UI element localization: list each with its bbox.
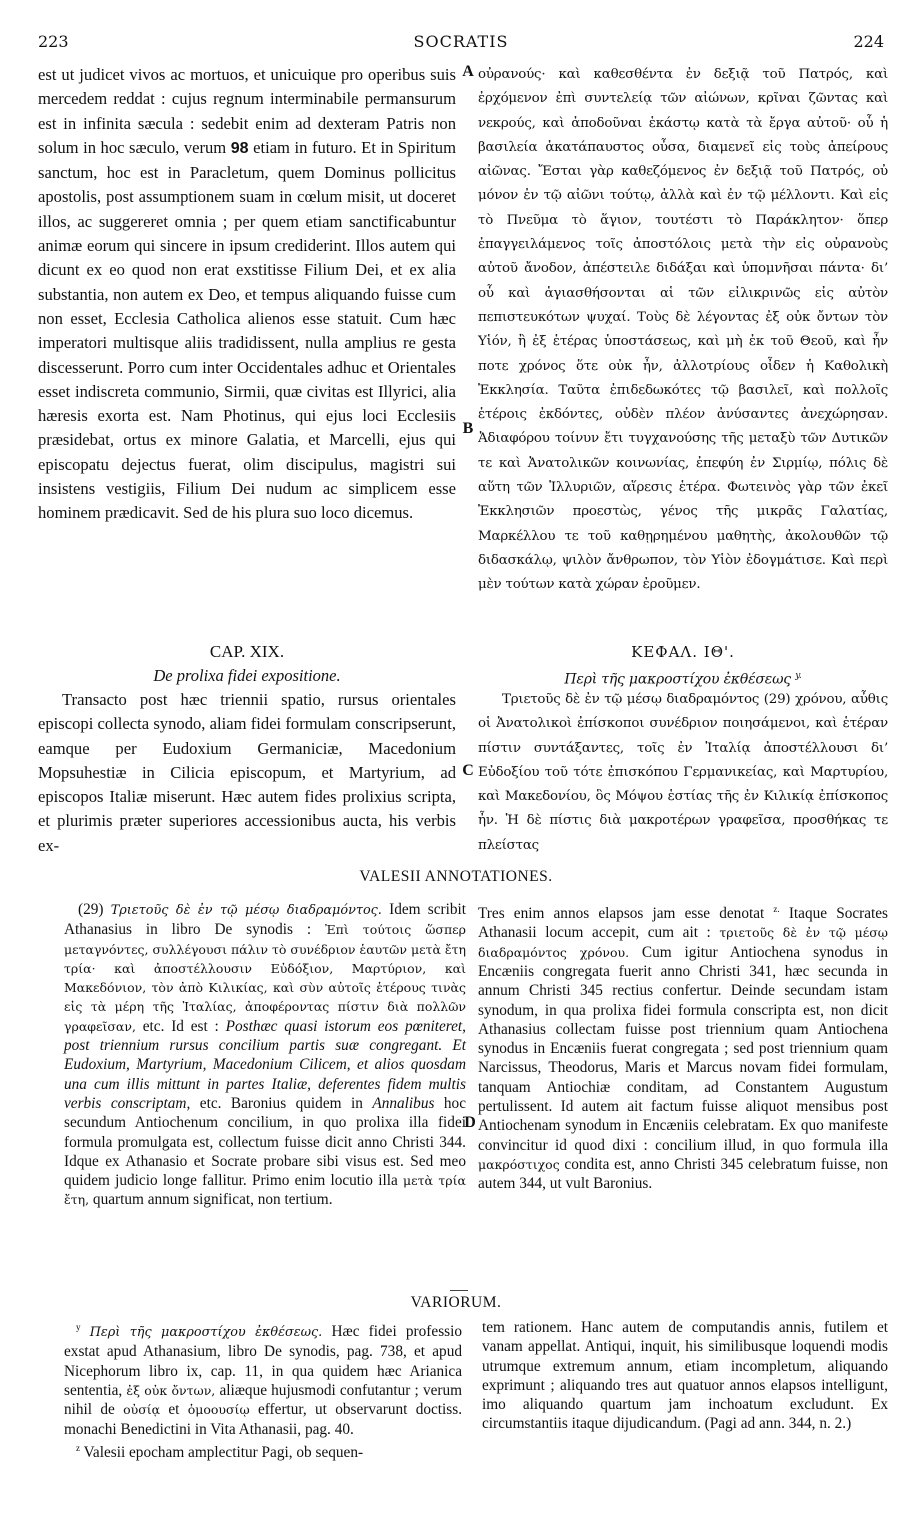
note-number: (29) — [78, 901, 104, 918]
greek-column-top — [478, 63, 888, 598]
page-number-right: 224 — [853, 32, 884, 51]
latin-column-top — [38, 63, 456, 526]
greek-text: οὐρανούς· καὶ καθεσθέντα ἐν δεξιᾷ τοῦ Πατρός, καὶ ἐρχόμενον ἐπὶ συντελείᾳ τῶν αἰώνων, κρῖναι ζῶντας καὶ νεκρούς, καὶ ἀποδοῦναι ἑκάστῳ κατὰ τὰ ἔργα αὐτοῦ· οὗ ἡ βασιλεία ἀκατάπαυστος οὖσα, διαμενεῖ εἰς τοὺς ἀπείρους αἰῶνας. Ἔσται γὰρ καθεζόμενος ἐν δεξιᾷ τοῦ Πατρός, οὐ μόνον ἐν τῷ αἰῶνι τούτῳ, ἀλλὰ καὶ ἐν τῷ μέλλοντι. Καὶ εἰς τὸ Πνεῦμα τὸ ἅγιον, τουτέστι τὸ Παράκλητον· ὅπερ ἐπαγγειλάμενος τοῖς ἀποστόλοις μετὰ τὴν εἰς οὐρανοὺς αὐτοῦ ἄνοδον, ἀπέστειλε διδάξαι καὶ ὑπομνῆσαι πάντα· δι’ οὗ καὶ ἁγιασθήσονται αἱ τῶν εἰλικρινῶς εἰς αὐτὸν πεπιστευκότων ψυχαί. Τοὺς δὲ λέγοντας ἐξ οὐκ ὄντων τὸν Υἱόν, ἢ ἐξ ἑτέρας ὑποστάσεως, καὶ μὴ ἐκ τοῦ Θεοῦ, καὶ ἦν ποτε χρόνος ὅτε οὐκ ἦν, ἀλλοτρίους οἶδεν ἡ Καθολικὴ Ἐκκλησία. Ταῦτα ἐπιδεδωκότες τῷ βασιλεῖ, καὶ πολλοῖς ἑτέροις ἐκδόντες, οὐδὲν πλέον ἀνύσαντες ἀνεχώρησαν. Ἀδιαφόρου τοίνυν ἔτι τυγχανούσης τῆς μεταξὺ τῶν Δυτικῶν τε καὶ Ἀνατολικῶν κοινωνίας, ἐπεφύη ἐν Σιρμίῳ, πόλις δὲ αὕτη τῶν Ἰλλυριῶν, αἵρεσις ἑτέρα. Φωτεινὸς γὰρ τῶν ἐκεῖ Ἐκκλησιῶν προεστὼς, γένος τῆς μικρᾶς Γαλατίας, Μαρκέλλου τε τοῦ καθῃρημένου μαθητὴς, ἀκολουθῶν τῷ διδασκάλῳ, ψιλὸν ἄνθρωπον, τὸν Υἱὸν ἐδογμάτισε. Καὶ περὶ μὲν τούτων κατὰ χώραν ἐροῦμεν. — [478, 67, 888, 593]
greek-chapter-body: Τριετοῦς δὲ ἐν τῷ μέσῳ διαδραμόντος (29) χρόνου, αὖθις οἱ Ἀνατολικοὶ ἐπίσκοποι συνέδριον ποιησάμενοι, καὶ ἑτέραν πίστιν συντάξαντες, τοῖς ἐν Ἰταλίᾳ ἀποστέλλουσι δι’ Εὐδοξίου τοῦ τότε ἐπισκόπου Γερμανικείας, καὶ Μαρτυρίου, καὶ Μακεδονίου, ὃς Μόψου ἑστίας τῆς ἐν Κιλικίᾳ ἐπίσκοπος ἦν. Ἡ δὲ πίστις διὰ μακροτέρων γραφεῖσα, προσθήκας τε πλείστας — [478, 692, 888, 853]
margin-mark-c: C — [462, 762, 474, 779]
latin-chapter-subtitle: De prolixa fidei expositione. — [153, 666, 341, 685]
variorum-citation: (Pagi ad ann. 344, n. 2.) — [704, 1415, 852, 1433]
note-right-ref: z. — [773, 904, 780, 914]
note-text-c: etc. Baronius quidem in — [199, 1094, 363, 1112]
section-divider — [450, 1290, 468, 1291]
note-right-greek2: μακρόστιχος — [478, 1156, 560, 1172]
note-text-d: hoc secundum Antiochenum concilium, in quo prolixa illa fidei formula promulgata est, collectum fuisse dicit anno Christi 344. Idque ex Athanasio et Socrate probare sibi visus est. Sed meo quidem judicio longe fallitur. Primo enim locutio illa — [64, 1094, 466, 1190]
variorum-greek-c: ὁμοουσίῳ — [187, 1402, 250, 1418]
variorum-text-b: aliæque hujusmodi confutantur ; verum nihil de — [64, 1381, 463, 1419]
note-right-d: condita est, anno Christi 345 celebratum fuisse, non autem 344, ut vult Baronius. — [478, 1155, 888, 1193]
variorum-ref-z: z — [76, 1442, 80, 1453]
note-right-c: Cum igitur Antiochena synodus in Encæniis congregata fuerit anno Christi 341, hæc secunda in annum Christi 345 rectius confertur. Deinde secundam istam synodum, in qua prolixa fidei formula conscripta est, non dicit Athanasius collectam fuisse post triennium quam Antiochena synodus in Encæniis fuerat congregata ; sed post triennium quam Narcissus, Theodorus, Maris et Marcus novam fidei formulam, tanquam Antiochiæ conditam, ad Constantem Augustum pertulissent. Id autem ait factum fuisse aliquot mensibus post Antiochenam synodum in Encæniis celebratam. Ex quo manifeste convincitur id quod dixi : concilium illud, in quo formula illa — [478, 943, 888, 1154]
variorum-note-left — [64, 1318, 462, 1462]
note-text-b: etc. Id est : — [142, 1017, 219, 1035]
variorum-text-d: effertur, ut observarunt doctiss. monachi Benedictini in Vita Athanasii, pag. 40. — [64, 1401, 463, 1438]
greek-subtitle-ref: y. — [795, 671, 802, 681]
note-greek-phrase: μετὰ τρία ἔτη, — [64, 1173, 466, 1208]
folio-marker: 98 — [230, 139, 249, 157]
note-annalibus: Annalibus — [372, 1094, 435, 1112]
page-number-left: 223 — [38, 32, 69, 51]
latin-text: est ut judicet vivos ac mortuos, et unicuique pro operibus suis mercedem reddat : cujus regnum interminabile permansurum est in infinita sæcula : sedebit enim ad dexteram Patris non solum in hoc sæculo, verum — [38, 65, 456, 157]
variorum-text-e: Valesii epocham amplectitur Pagi, ob sequen- — [83, 1443, 364, 1461]
latin-text-continued: etiam in futuro. Et in Spiritum sanctum, hoc est in Paracletum, quem Dominus pollicitus apostolis, post assumptionem suam in cœlum misit, ut doceret illos, ac suggereret omnia ; per quem etiam sanctificabuntur animæ eorum qui sincere in ipsum crediderint. Illos autem qui dicunt ex eo quod non erat exstitisse Filium Dei, et ex alia substantia, non autem ex Deo, et tempus aliquando fuisse cum non esset, Ecclesia Catholica alienos esse statuit. Cum hæc imperatori multisque aliis tradidissent, nulla amplius re gesta discesserunt. Porro cum inter Occidentales adhuc et Orientales esset indiscreta communio, Sirmii, quæ civitas est Illyrici, alia hæresis exorta est. Nam Photinus, qui ejus loci Ecclesiis præsidebat, ortus ex minore Galatia, et Marcelli, ejus qui episcopatu dejectus fuerat, olim discipulus, magistri sui insistens vestigiis, Filium Dei nudum ac simplicem esse hominem prædicavit. Sed de his plura suo loco dicemus. — [38, 137, 456, 523]
latin-chapter-text — [38, 688, 456, 858]
valesii-note-left — [64, 900, 466, 1210]
variorum-text-a: Hæc fidei professio exstat apud Athanasium, libro De synodis, pag. 738, et apud Nicephorum libro ix, cap. 11, in qua quidem hæc Arianica sententia, — [64, 1323, 462, 1399]
latin-chapter-heading: CAP. XIX. — [209, 642, 285, 661]
note-right-b: Itaque Socrates Athanasii locum accepit, cum ait : — [478, 905, 889, 942]
note-right-a: Tres enim annos elapsos jam esse denotat — [478, 905, 765, 923]
variorum-title: VARIORUM. — [410, 1294, 502, 1311]
valesii-title: VALESII ANNOTATIONES. — [359, 868, 553, 885]
greek-subtitle-text: Περὶ τῆς μακροστίχου ἐκθέσεως — [564, 671, 791, 688]
note-latin-translation: Posthæc quasi istorum eos pœniteret, post triennium rursus concilium partis suæ congregant. Et Eudoxium, Martyrium, Macedonium Cilicem, et alios quosdam una cum illis mittunt in partes Italiæ, deferentes fidem multis verbis conscriptam, — [64, 1017, 467, 1112]
variorum-text-c: et — [168, 1401, 180, 1419]
variorum-greek-b: οὐσίᾳ — [123, 1402, 161, 1418]
variorum-lemma: Περὶ τῆς μακροστίχου ἐκθέσεως. — [89, 1325, 323, 1341]
margin-mark-d: D — [464, 1114, 476, 1131]
greek-chapter-heading: ΚΕΦΑΛ. ΙΘ'. — [631, 643, 735, 661]
variorum-ref-y: y — [76, 1322, 81, 1332]
note-right-greek: τριετοῦς δὲ ἐν τῷ μέσῳ διαδραμόντος χρόνου. — [478, 925, 888, 960]
variorum-right-text: tem rationem. Hanc autem de computandis annis, futilem et vanam appellat. Antiqui, inquit, his similibusque loquendi modis utrumque extremum annum, etiam incompletum, aliquando exprimunt ; aliquando tres aut quatuor annos elapsos intelligunt, imo aliquando quartum jam inchoatum excludunt. Ex circumstantiis itaque dijudicandum. — [482, 1319, 888, 1433]
margin-mark-a: A — [462, 63, 474, 80]
note-text-e: quartum annum significat, non tertium. — [92, 1191, 333, 1209]
greek-chapter-text — [478, 688, 888, 858]
running-title: SOCRATIS — [413, 32, 509, 51]
variorum-greek-a: ἐξ οὐκ ὄντων, — [126, 1382, 216, 1398]
running-header — [38, 32, 884, 56]
note-greek-quote: Ἐπὶ τούτοις ὥσπερ μεταγνόντες, συλλέγουσι πάλιν τὸ συνέδριον ἑαυτῶν μετὰ ἔτη τρία· καὶ ἀποστέλλουσιν Εὐδόξιον, Μαρτύριον, καὶ Μακεδόνιον, τὸν ἀπὸ Κιλικίας, καὶ σὺν αὐτοῖς ἑτέρους τινὰς εἰς τὰ μέρη τῆς Ἰταλίας, ἀποφέροντας πίστιν διὰ πολλῶν γραφεῖσαν, — [64, 922, 466, 1034]
valesii-note-right — [478, 900, 888, 1194]
note-text-a: Idem scribit Athanasius in libro De synodis : — [64, 901, 467, 939]
note-lemma: Τριετοῦς δὲ ἐν τῷ μέσῳ διαδραμόντος. — [110, 903, 382, 918]
margin-mark-b: B — [462, 420, 474, 437]
latin-chapter-body: Transacto post hæc triennii spatio, rursus orientales episcopi collecta synodo, aliam fidei formulam conscripserunt, eamque per Eudoxium Germaniciæ, Macedonium Mopsuhestiæ in Cilicia episcopum, et Martyrium, ad episcopos Italiæ miserunt. Hæc autem fides prolixius scripta, et plurimis præter superiores accessionibus aucta, his verbis ex- — [38, 690, 456, 855]
variorum-note-right — [482, 1318, 888, 1434]
